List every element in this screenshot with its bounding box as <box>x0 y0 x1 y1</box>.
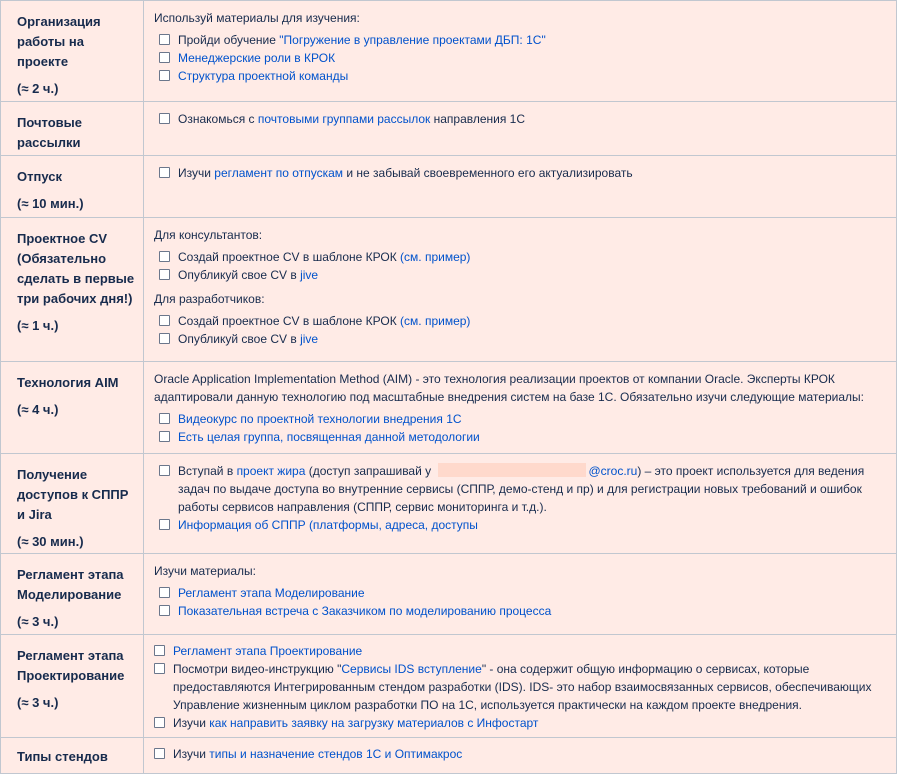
aim-video-course-link[interactable]: Видеокурс по проектной технологии внедрения 1С <box>178 412 462 426</box>
task-checkbox[interactable] <box>159 52 170 63</box>
aim-group-link[interactable]: Есть целая группа, посвященная данной методологии <box>178 430 480 444</box>
task-item <box>159 67 886 85</box>
task-item <box>159 410 886 428</box>
row-duration: (≈ 4 ч.) <box>17 402 59 417</box>
task-item <box>159 110 886 128</box>
task-item <box>159 164 886 182</box>
table-row <box>1 454 897 554</box>
cv-example-link[interactable]: (см. пример) <box>400 314 471 328</box>
row-content <box>144 218 897 362</box>
task-text: Пройди обучение <box>178 33 280 47</box>
task-item <box>154 642 886 660</box>
developers-label: Для разработчиков: <box>154 292 265 306</box>
intro-text: Изучи материалы: <box>154 564 256 578</box>
table-row <box>1 1 897 102</box>
task-text: Вступай в <box>178 464 237 478</box>
task-checkbox[interactable] <box>159 70 170 81</box>
row-title: Типы стендов <box>17 749 108 764</box>
task-checkbox[interactable] <box>159 413 170 424</box>
row-header <box>1 1 144 102</box>
vacation-rules-link[interactable]: регламент по отпускам <box>214 166 344 180</box>
row-content <box>144 1 897 102</box>
task-item <box>159 462 886 516</box>
team-structure-link[interactable]: Структура проектной команды <box>178 69 349 83</box>
task-text: Изучи <box>173 747 210 761</box>
task-checkbox[interactable] <box>159 315 170 326</box>
design-rules-link[interactable]: Регламент этапа Проектирование <box>173 644 363 658</box>
row-content <box>144 102 897 156</box>
mailing-groups-link[interactable]: почтовыми группами рассылок <box>257 112 431 126</box>
task-text: направления 1С <box>430 112 526 126</box>
task-checkbox[interactable] <box>159 113 170 124</box>
jive-link[interactable]: jive <box>300 268 319 282</box>
intro-text: Oracle Application Implementation Method (AIM) - это технология реализации проектов от компании Oracle. Эксперты КРОК адаптировали данную технологию под масштабные внедрения систем на базе 1С. Обязательно изучи следующие материалы: <box>154 372 864 404</box>
row-content <box>144 454 897 554</box>
row-duration: (≈ 2 ч.) <box>17 81 59 96</box>
table-row <box>1 362 897 454</box>
ids-video-link[interactable]: Сервисы IDS вступление <box>341 662 482 676</box>
task-checkbox[interactable] <box>154 748 165 759</box>
row-header <box>1 362 144 454</box>
row-duration: (≈ 1 ч.) <box>17 318 59 333</box>
contact-email[interactable]: @croc.ru <box>588 464 638 478</box>
infostart-request-link[interactable]: как направить заявку на загрузку материалов с Инфостарт <box>209 716 539 730</box>
task-text: ) – это проект используется для ведения задач по выдаче доступа во внутренние сервисы (СППР, демо-стенд и пр) и для регистрации новых требований и ошибок работы сервисов направления (СППР, сервис мониторинга и т.д.). <box>178 464 865 514</box>
task-item <box>159 49 886 67</box>
row-header <box>1 218 144 362</box>
row-title: Регламент этапа Моделирование <box>17 567 124 602</box>
task-checkbox[interactable] <box>159 34 170 45</box>
task-checkbox[interactable] <box>154 717 165 728</box>
row-content <box>144 156 897 218</box>
task-item <box>154 714 886 732</box>
task-text: Опубликуй свое CV в <box>178 332 301 346</box>
consultants-label: Для консультантов: <box>154 228 263 242</box>
table-row <box>1 102 897 156</box>
task-item <box>159 266 886 284</box>
task-item <box>159 330 886 348</box>
task-checkbox[interactable] <box>154 645 165 656</box>
jive-link[interactable]: jive <box>300 332 319 346</box>
row-duration: (≈ 30 мин.) <box>17 534 84 549</box>
task-checkbox[interactable] <box>159 167 170 178</box>
task-checkbox[interactable] <box>159 519 170 530</box>
task-item <box>159 248 886 266</box>
sppr-info-link[interactable]: Информация об СППР (платформы, адреса, доступы <box>178 518 478 532</box>
task-checkbox[interactable] <box>159 333 170 344</box>
row-header <box>1 454 144 554</box>
training-link[interactable]: "Погружение в управление проектами ДБП: 1С" <box>279 33 546 47</box>
task-checkbox[interactable] <box>159 587 170 598</box>
task-checkbox[interactable] <box>159 605 170 616</box>
task-text: Изучи <box>173 716 210 730</box>
modeling-rules-link[interactable]: Регламент этапа Моделирование <box>178 586 365 600</box>
table-row <box>1 156 897 218</box>
task-text: (доступ запрашивай у <box>305 464 435 478</box>
row-content <box>144 738 897 774</box>
row-title: Получение доступов к СППР и Jira <box>17 467 129 522</box>
table-row <box>1 635 897 738</box>
task-item <box>159 516 886 534</box>
row-header <box>1 156 144 218</box>
row-title: Регламент этапа Проектирование <box>17 648 125 683</box>
row-title: Отпуск <box>17 169 62 184</box>
task-item <box>159 602 886 620</box>
intro-text: Используй материалы для изучения: <box>154 11 360 25</box>
row-content <box>144 554 897 635</box>
task-item <box>159 428 886 446</box>
task-text: Создай проектное CV в шаблоне КРОК <box>178 250 401 264</box>
task-text: Посмотри видео-инструкцию " <box>173 662 342 676</box>
task-checkbox[interactable] <box>159 431 170 442</box>
row-title: Проектное CV (Обязательно сделать в первые три рабочих дня!) <box>17 231 135 306</box>
row-header <box>1 635 144 738</box>
row-title: Технология AIM <box>17 375 119 390</box>
row-duration: (≈ 3 ч.) <box>17 695 59 710</box>
table-row <box>1 218 897 362</box>
cv-example-link[interactable]: (см. пример) <box>400 250 471 264</box>
task-item <box>154 660 886 714</box>
task-item <box>159 31 886 49</box>
redacted-contact <box>438 463 586 477</box>
task-text: Создай проектное CV в шаблоне КРОК <box>178 314 401 328</box>
row-title: Почтовые рассылки <box>17 115 82 150</box>
manager-roles-link[interactable]: Менеджерские роли в КРОК <box>178 51 336 65</box>
task-item <box>154 745 886 763</box>
task-checkbox[interactable] <box>159 269 170 280</box>
task-text: Изучи <box>178 166 215 180</box>
row-header <box>1 102 144 156</box>
row-duration: (≈ 10 мин.) <box>17 196 84 211</box>
table-row <box>1 738 897 774</box>
row-content <box>144 635 897 738</box>
row-header <box>1 554 144 635</box>
jira-project-link[interactable]: проект жира <box>236 464 306 478</box>
task-checkbox[interactable] <box>154 663 165 674</box>
task-checkbox[interactable] <box>159 465 170 476</box>
stand-types-link[interactable]: типы и назначение стендов 1С и Оптимакрос <box>209 747 463 761</box>
task-item <box>159 312 886 330</box>
task-text: и не забывай своевременного его актуализировать <box>343 166 633 180</box>
task-item <box>159 584 886 602</box>
task-text: Опубликуй свое CV в <box>178 268 301 282</box>
task-text: Ознакомься с <box>178 112 258 126</box>
task-text: " - она содержит общую информацию о сервисах, которые предоставляются Интегрированным стендом разработки (IDS). IDS- это набор взаимосвязанных сервисов, обеспечивающих Управление жизненным циклом разработки ПО на 1С, используется практически на каждом проекте внедрения. <box>173 662 872 712</box>
table-row <box>1 554 897 635</box>
row-duration: (≈ 3 ч.) <box>17 614 59 629</box>
row-title: Организация работы на проекте <box>17 14 101 69</box>
task-checkbox[interactable] <box>159 251 170 262</box>
row-content <box>144 362 897 454</box>
row-header <box>1 738 144 774</box>
customer-meeting-link[interactable]: Показательная встреча с Заказчиком по моделированию процесса <box>178 604 552 618</box>
